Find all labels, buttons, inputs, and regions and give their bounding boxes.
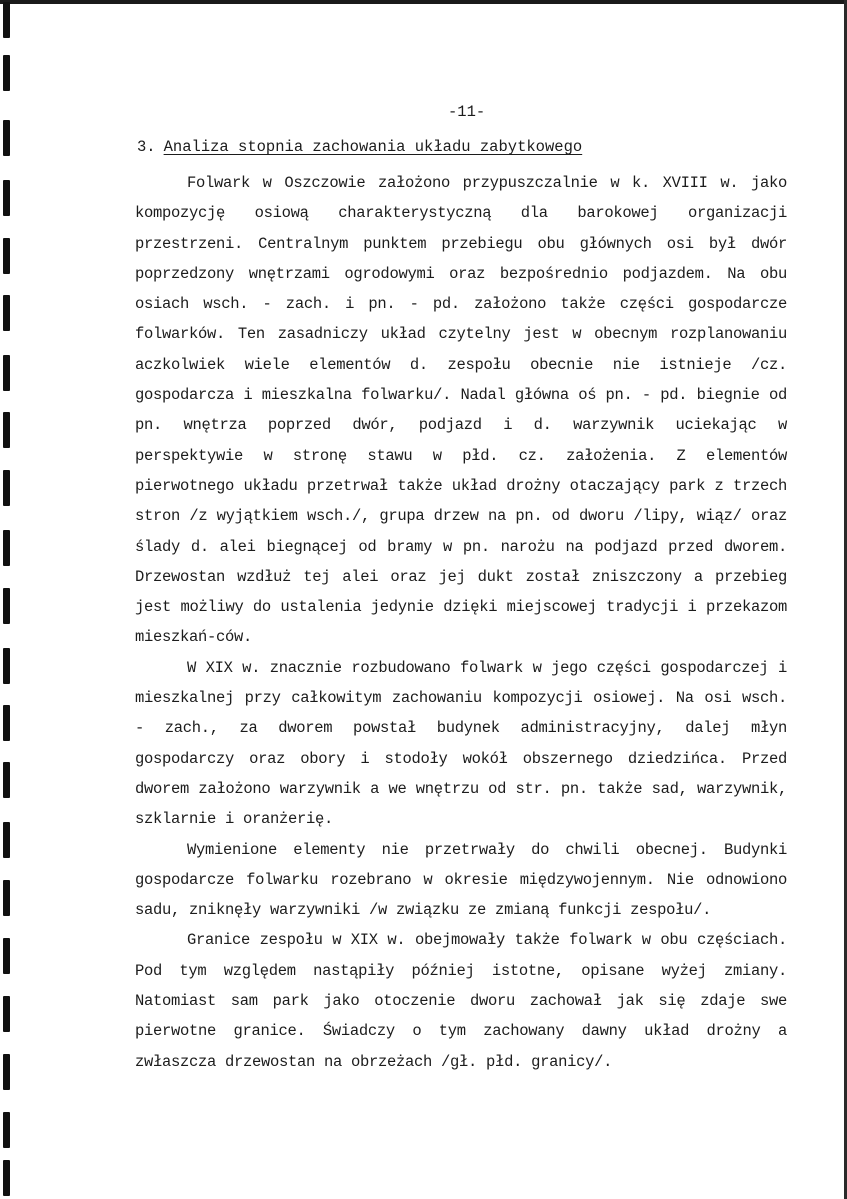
- binding-hole: [3, 762, 10, 798]
- binding-hole: [3, 180, 10, 216]
- section-heading: [137, 138, 582, 156]
- binding-holes: [0, 0, 14, 1199]
- paragraph: Granice zespołu w XIX w. obejmowały także folwark w obu częściach. Pod tym względem nastąpiły później istotne, opisane wyżej zmiany. Natomiast sam park jako otoczenie dworu zachował jak się zdaje swe pierwotne granice. Świadczy o tym zachowany dawny układ drożny a zwłaszcza drzewostan na obrzeżach /gł. płd. granicy/.: [135, 931, 787, 1071]
- binding-hole: [3, 412, 10, 448]
- binding-hole: [3, 530, 10, 566]
- binding-hole: [3, 120, 10, 156]
- binding-hole: [3, 705, 10, 741]
- paragraph: Wymienione elementy nie przetrwały do chwili obecnej. Budynki gospodarcze folwarku rozebrano w okresie międzywojennym. Nie odnowiono sadu, zniknęły warzywniki /w związku ze zmianą funkcji zespołu/.: [135, 840, 787, 920]
- binding-hole: [3, 1054, 10, 1090]
- binding-hole: [3, 1160, 10, 1196]
- binding-hole: [3, 822, 10, 858]
- binding-hole: [3, 238, 10, 274]
- section-number: 3.: [137, 138, 156, 156]
- binding-hole: [3, 880, 10, 916]
- binding-hole: [3, 295, 10, 331]
- binding-hole: [3, 355, 10, 391]
- binding-hole: [3, 55, 10, 91]
- page-number: -11-: [448, 103, 486, 121]
- binding-hole: [3, 996, 10, 1032]
- binding-hole: [3, 2, 10, 38]
- paragraph: W XIX w. znacznie rozbudowano folwark w jego części gospodarczej i mieszkalnej przy całkowitym zachowaniu kompozycji osiowej. Na osi wsch. - zach., za dworem powstał budynek administracyjny, dalej młyn gospodarczy oraz obory i stodoły wokół obszernego dziedzińca. Przed dworem założono warzywnik a we wnętrzu od str. pn. także sad, warzywnik, szklarnie i oranżerię.: [135, 658, 787, 829]
- binding-hole: [3, 470, 10, 506]
- binding-hole: [3, 1112, 10, 1148]
- paragraph: Folwark w Oszczowie założono przypuszczalnie w k. XVIII w. jako kompozycję osiową charakterystyczną dla barokowej organizacji przestrzeni. Centralnym punktem przebiegu obu głównych osi był dwór poprzedzony wnętrzami ogrodowymi oraz bezpośrednio podjazdem. Na obu osiach wsch. - zach. i pn. - pd. założono także części gospodarcze folwarków. Ten zasadniczy układ czytelny jest w obecnym rozplanowaniu aczkolwiek wiele elementów d. zespołu obecnie nie istnieje /cz. gospodarcza i mieszkalna folwarku/. Nadal główna oś pn. - pd. biegnie od pn. wnętrza poprzed dwór, podjazd i d. warzywnik uciekając w perspektywie w stronę stawu w płd. cz. założenia. Z elementów pierwotnego układu przetrwał także układ drożny otaczający park z trzech stron /z wyjątkiem wsch./, grupa drzew na pn. od dworu /lipy, wiąz/ oraz ślady d. alei biegnącej od bramy w pn. narożu na podjazd przed dworem. Drzewostan wzdłuż tej alei oraz jej dukt został zniszczony a przebieg jest możliwy do ustalenia jedynie dzięki miejscowej tradycji i przekazom mieszkań-ców.: [135, 174, 787, 647]
- binding-hole: [3, 938, 10, 974]
- body-text: [135, 168, 787, 1077]
- binding-hole: [3, 588, 10, 624]
- binding-hole: [3, 648, 10, 684]
- section-title: Analiza stopnia zachowania układu zabytkowego: [163, 138, 583, 156]
- scan-top-edge: [0, 0, 847, 4]
